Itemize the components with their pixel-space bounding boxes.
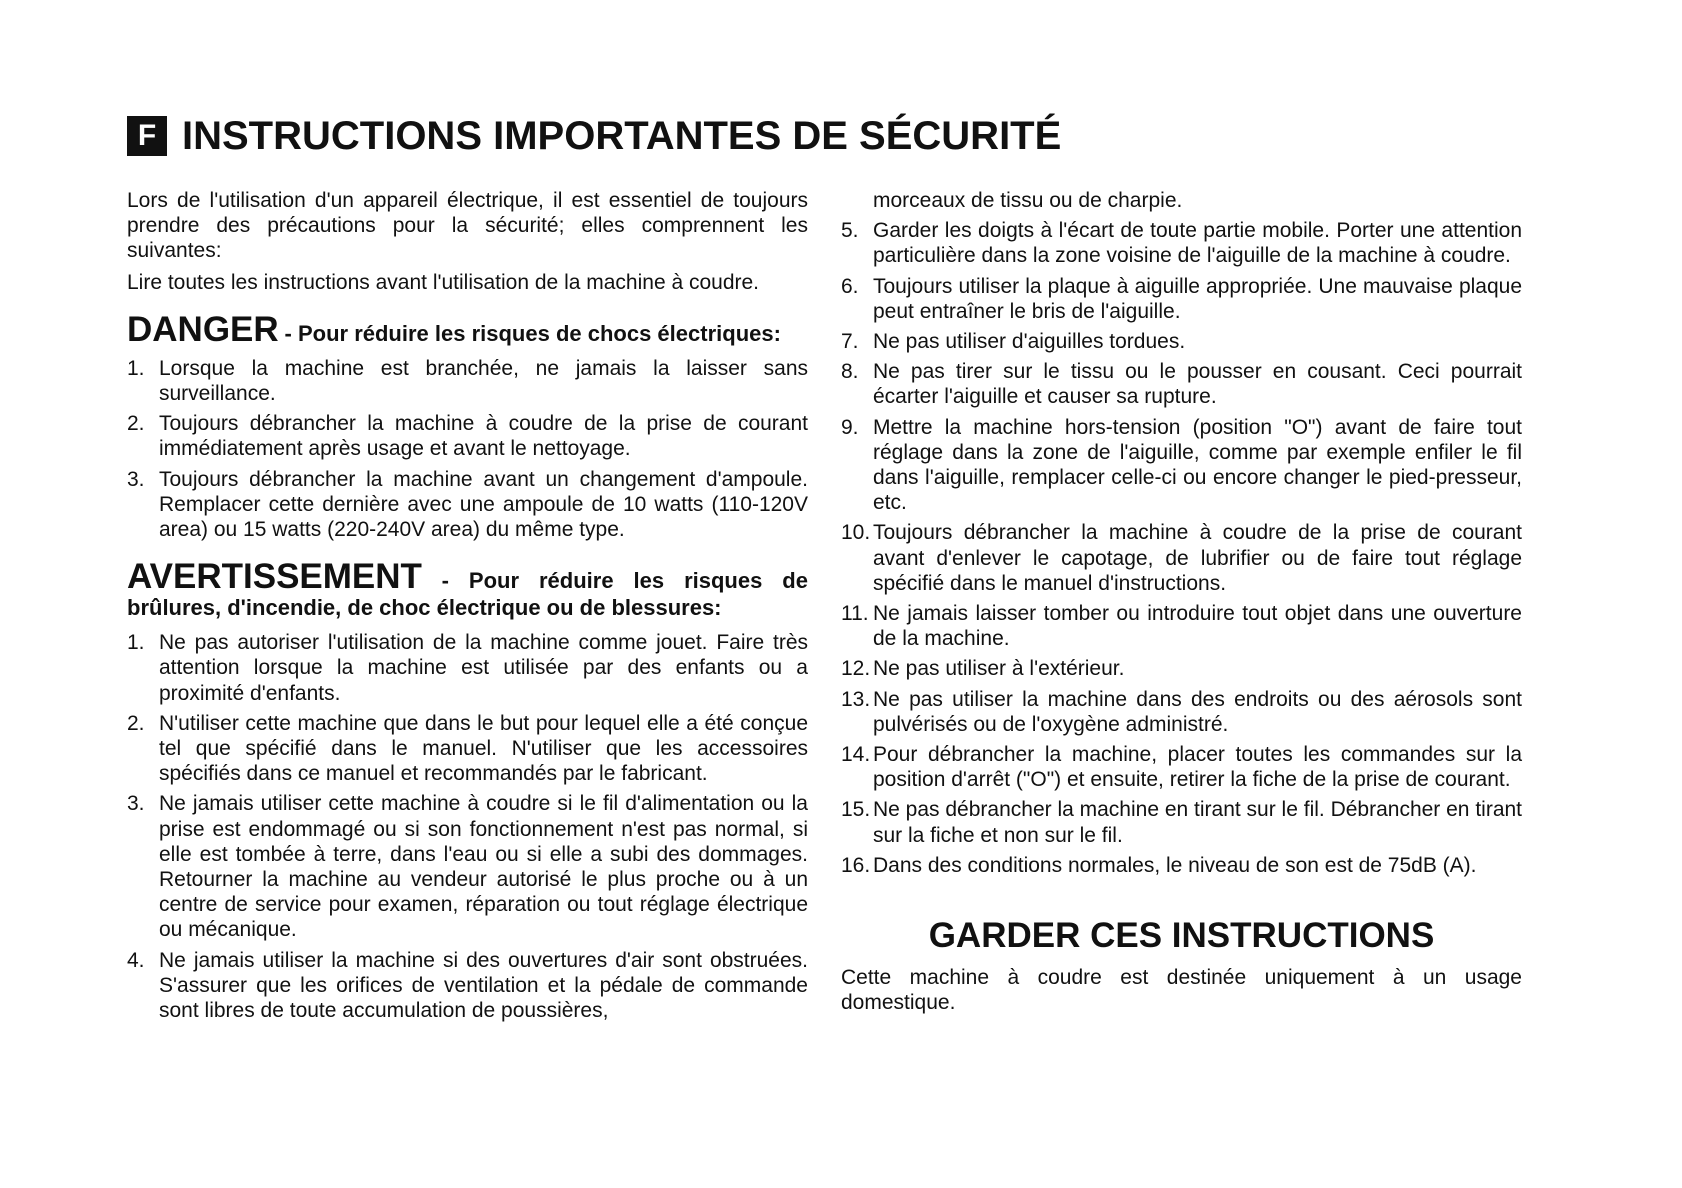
item-text: Toujours débrancher la machine à coudre de la prise de courant avant d'enlever le capotage, de lubrifier ou de faire tout réglage spécifié dans le manuel d'instructions.: [873, 521, 1522, 595]
item-text: N'utiliser cette machine que dans le but pour lequel elle a été conçue tel que spécifié dans le manuel. N'utiliser que les accessoires spécifiés dans ce manuel et recommandés par le fabricant.: [159, 711, 808, 786]
item-number: 13.: [841, 687, 871, 711]
item-number: 16.: [841, 853, 871, 877]
item-number: 7.: [841, 330, 859, 354]
avertissement-list-continued: [841, 218, 1522, 878]
item-number: 6.: [841, 274, 859, 298]
item-text: Ne pas utiliser à l'extérieur.: [873, 657, 1125, 681]
domestic-use-note: Cette machine à coudre est destinée uniquement à un usage domestique.: [841, 966, 1522, 1015]
item-number: 15.: [841, 798, 871, 822]
item-number: 5.: [841, 219, 859, 243]
list-item: [841, 687, 1522, 737]
item-text: Toujours débrancher la machine avant un changement d'ampoule. Remplacer cette dernière avec une ampoule de 10 watts (110-120V area) ou 15 watts (220-240V area) du même type.: [159, 467, 808, 542]
item-text: Toujours utiliser la plaque à aiguille appropriée. Une mauvaise plaque peut entraîner le bris de l'aiguille.: [873, 274, 1522, 323]
item-number: 8.: [841, 360, 859, 384]
danger-subtitle: - Pour réduire les risques de chocs électriques:: [284, 320, 781, 346]
avertissement-subtitle: - Pour réduire les risques de brûlures, d'incendie, de choc électrique ou de blessures:: [127, 568, 808, 621]
danger-list: [127, 356, 808, 542]
list-item: [841, 218, 1522, 268]
item-number: 3.: [127, 792, 145, 816]
intro-read-all: Lire toutes les instructions avant l'utilisation de la machine à coudre.: [127, 270, 760, 294]
list-item: [127, 411, 808, 461]
intro-paragraph: Lors de l'utilisation d'un appareil électrique, il est essentiel de toujours prendre des précautions pour la sécurité; elles comprennent les suivantes:: [127, 189, 808, 263]
item-number: 1.: [127, 631, 145, 655]
avertissement-title: AVERTISSEMENT: [127, 557, 422, 597]
list-item: [127, 791, 808, 942]
item-number: 10.: [841, 521, 871, 545]
list-item: [127, 948, 808, 1024]
page-header: [127, 116, 1061, 156]
item-number: 4.: [127, 948, 145, 972]
language-badge: F: [127, 116, 167, 156]
list-item: [841, 520, 1522, 596]
list-item: [841, 359, 1522, 409]
item-number: 3.: [127, 467, 145, 491]
left-column: [127, 188, 808, 1028]
list-item: [127, 711, 808, 787]
item-text: Ne jamais utiliser cette machine à coudre si le fil d'alimentation ou la prise est endommagé ou si son fonctionnement n'est pas normal, si elle est tombée à terre, dans l'eau ou si elle a subi des dommages. Retourner la machine au vendeur autorisé le plus proche ou à un centre de service pour examen, réparation ou tout réglage électrique ou mécanique.: [159, 792, 808, 942]
list-item: [841, 415, 1522, 516]
list-item: [841, 656, 1522, 681]
item-text: Ne jamais laisser tomber ou introduire tout objet dans une ouverture de la machine.: [873, 602, 1522, 651]
list-item: [127, 630, 808, 706]
item-text: Ne pas autoriser l'utilisation de la machine comme jouet. Faire très attention lorsque la machine est utilisée par des enfants ou a proximité d'enfants.: [159, 631, 808, 705]
item-text: Ne pas tirer sur le tissu ou le pousser en cousant. Ceci pourrait écarter l'aiguille et causer sa rupture.: [873, 360, 1522, 409]
item-number: 12.: [841, 657, 871, 681]
list-item: [127, 356, 808, 406]
list-item: [841, 274, 1522, 324]
item-number: 9.: [841, 415, 859, 439]
item-text: Mettre la machine hors-tension (position "O") avant de faire tout réglage dans la zone de l'aiguille, comme par exemple enfiler le fil dans l'aiguille, remplacer celle-ci ou encore changer le pied-presseur, etc.: [873, 415, 1522, 515]
item-text: Dans des conditions normales, le niveau de son est de 75dB (A).: [873, 853, 1477, 877]
item-number: 11.: [841, 602, 869, 626]
item-text: Ne pas débrancher la machine en tirant sur le fil. Débrancher en tirant sur la fiche et non sur le fil.: [873, 798, 1523, 847]
item-number: 14.: [841, 743, 871, 767]
keep-instructions-heading: GARDER CES INSTRUCTIONS: [928, 916, 1435, 956]
list-item: [841, 742, 1522, 792]
avertissement-heading: [127, 557, 808, 622]
item-4-continuation: morceaux de tissu ou de charpie.: [873, 189, 1183, 212]
item-text: Lorsque la machine est branchée, ne jamais la laisser sans surveillance.: [159, 356, 808, 406]
item-text: Pour débrancher la machine, placer toutes les commandes sur la position d'arrêt ("O") et ensuite, retirer la fiche de la prise de courant.: [873, 743, 1522, 792]
danger-heading: [127, 309, 808, 349]
avertissement-list: [127, 630, 808, 1023]
item-number: 1.: [127, 356, 145, 380]
page-title: INSTRUCTIONS IMPORTANTES DE SÉCURITÉ: [182, 114, 1062, 158]
item-number: 2.: [127, 412, 145, 436]
danger-title: DANGER: [127, 309, 279, 349]
list-item: [841, 797, 1522, 847]
right-column: [841, 188, 1522, 1015]
item-text: Ne pas utiliser la machine dans des endroits ou des aérosols sont pulvérisés ou de l'oxygène administré.: [873, 687, 1522, 736]
list-item: [841, 329, 1522, 354]
item-number: 2.: [127, 711, 145, 735]
item-text: Garder les doigts à l'écart de toute partie mobile. Porter une attention particulière dans la zone voisine de l'aiguille de la machine à coudre.: [873, 219, 1522, 268]
list-item: [841, 601, 1522, 651]
item-text: Toujours débrancher la machine à coudre de la prise de courant immédiatement après usage et avant le nettoyage.: [159, 412, 808, 461]
item-text: Ne pas utiliser d'aiguilles tordues.: [873, 330, 1186, 354]
list-item: [841, 853, 1522, 878]
list-item: [127, 467, 808, 543]
item-text: Ne jamais utiliser la machine si des ouvertures d'air sont obstruées. S'assurer que les orifices de ventilation et la pédale de commande sont libres de toute accumulation de poussières,: [159, 948, 808, 1023]
